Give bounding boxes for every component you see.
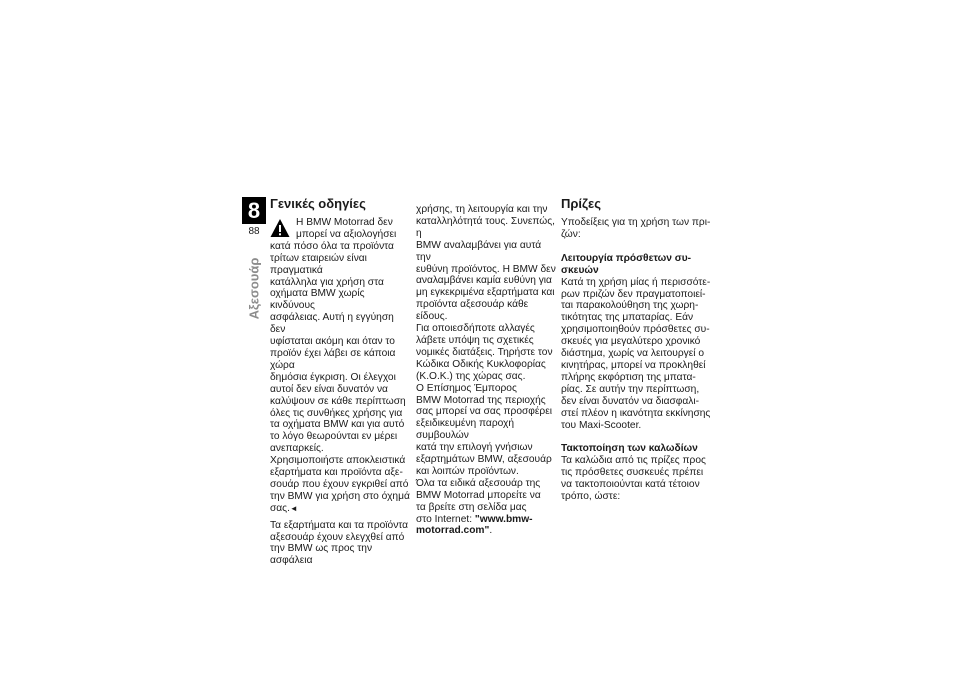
text-line: BMW Motorrad της περιοχής — [416, 394, 546, 406]
text-line — [416, 514, 556, 526]
text-line: σουάρ που έχουν εγκριθεί από — [270, 478, 409, 490]
text-line: στεί πλέον η ικανότητα εκκίνησης — [561, 407, 711, 419]
page-number: 88 — [248, 226, 260, 237]
text-line: Κατά τη χρήση μίας ή περισσότε- — [561, 276, 711, 288]
general-para-2 — [270, 520, 410, 568]
text-line: τικότητας της μπαταρίας. Εάν — [561, 312, 694, 324]
text-line: Κώδικα Οδικής Κυκλοφορίας — [416, 358, 546, 370]
text-line: (Κ.Ο.Κ.) της χώρας σας. — [416, 370, 526, 382]
text-line: νομικές διατάξεις. Τηρήστε τον — [416, 346, 553, 358]
text-line: τα βρείτε στη σελίδα μας — [416, 501, 527, 513]
text-line: αξεσουάρ έχουν ελεγχθεί από — [270, 531, 405, 543]
text-line: σας μπορεί να σας προσφέρει — [416, 406, 553, 418]
text-line: BMW Motorrad μπορείτε να — [416, 489, 541, 501]
text-line: ανεπαρκείς. — [270, 443, 324, 455]
text-line: εξειδικευμένη παροχή συμβουλών — [416, 418, 515, 442]
text-line: την BMW ως προς την ασφάλεια — [270, 543, 373, 567]
general-para-1 — [270, 241, 410, 515]
text-line: τρίτων εταιρειών είναι πραγματικά — [270, 252, 367, 276]
text-line: σκευές για μεγαλύτερο χρονικό — [561, 336, 701, 348]
sockets-title: Πρίζες — [561, 196, 601, 211]
warning-line-2: μπορεί να αξιολογήσει — [296, 228, 397, 240]
text-line: να τακτοποιούνται κατά τέτοιον — [561, 479, 700, 491]
text-line: προϊόν έχει λάβει σε κάποια χώρα — [270, 347, 396, 371]
text-line: Χρησιμοποιήστε αποκλειστικά — [270, 455, 406, 467]
text-line: ασφάλειας. Αυτή η εγγύηση δεν — [270, 312, 394, 336]
text-line: Τα εξαρτήματα και τα προϊόντα — [270, 519, 409, 531]
general-column-continued — [416, 204, 556, 537]
text-period: . — [489, 525, 493, 537]
text-line: Όλα τα ειδικά αξεσουάρ της — [416, 477, 541, 489]
text-line: αναλαμβάνει καμία ευθύνη για — [416, 275, 552, 287]
text-line: Ο Επίσημος Έμπορος — [416, 382, 517, 394]
text-line: δημόσια έγκριση. Οι έλεγχοι — [270, 371, 396, 383]
text-line: Τα καλώδια από τις πρίζες προς — [561, 455, 706, 467]
text-line: οχήματα BMW χωρίς κινδύνους — [270, 288, 365, 312]
text-line: κατάλληλα για χρήση στα — [270, 276, 384, 288]
text-line: του Maxi-Scooter. — [561, 419, 642, 431]
warning-icon — [270, 218, 290, 238]
text-line: και λοιπών προϊόντων. — [416, 465, 519, 477]
text-line: δεν είναι δυνατόν να διασφαλι- — [561, 395, 700, 407]
text-line: την BMW για χρήση στο όχημά — [270, 490, 410, 502]
text-line-end: σας. — [270, 502, 290, 514]
text-line: καλύψουν σε κάθε περίπτωση — [270, 395, 406, 407]
side-label-text: Αξεσουάρ — [246, 257, 262, 319]
text-line: χρησιμοποιηθούν πρόσθετες συ- — [561, 324, 710, 336]
text-line: λάβετε υπόψη τις σχετικές — [416, 334, 534, 346]
subheading-accessory-operation: Λειτουργία πρόσθετων συ- — [561, 252, 692, 264]
website-link[interactable]: "www.bmw- — [474, 513, 533, 525]
text-line: τα οχήματα BMW και για αυτό — [270, 419, 405, 431]
text-line: ται παρακολούθηση της χωρη- — [561, 300, 699, 312]
text-line: το λόγο θεωρούνται εν μέρει — [270, 431, 398, 443]
internet-prefix: στο Internet: — [416, 513, 473, 525]
side-label — [243, 238, 265, 338]
text-line: κατά πόσο όλα τα προϊόντα — [270, 240, 394, 252]
text-line: BMW αναλαμβάνει για αυτά την — [416, 239, 542, 263]
general-title: Γενικές οδηγίες — [270, 196, 366, 211]
text-line: χρήσης, τη λειτουργία και την — [416, 204, 548, 215]
text-line: κατά την επιλογή γνήσιων — [416, 442, 533, 454]
text-line: εξαρτημάτων BMW, αξεσουάρ — [416, 454, 552, 466]
text-line: τις πρόσθετες συσκευές πρέπει — [561, 467, 704, 479]
text-line: Υποδείξεις για τη χρήση των πρι- — [561, 217, 711, 228]
text-line: όλες τις συνθήκες χρήσης για — [270, 407, 403, 419]
chapter-number-tab: 8 — [242, 197, 266, 224]
end-marker-icon: ◄ — [289, 503, 298, 513]
text-line: αυτοί δεν είναι δυνατόν να — [270, 383, 388, 395]
text-line: ζών: — [561, 228, 581, 240]
text-line: κινητήρας, μπορεί να προκληθεί — [561, 359, 706, 371]
text-line: ευθύνη προϊόντος. Η BMW δεν — [416, 263, 556, 275]
text-line: Για οποιεσδήποτε αλλαγές — [416, 323, 535, 335]
text-line: ρων πριζών δεν πραγματοποιεί- — [561, 288, 706, 300]
text-line: μη εγκεκριμένα εξαρτήματα και — [416, 287, 555, 299]
text-line — [416, 525, 556, 537]
text-line: προϊόντα αξεσουάρ κάθε είδους. — [416, 299, 529, 323]
text-line: διάστημα, χωρίς να λειτουργεί ο — [561, 348, 705, 360]
website-link-continued[interactable]: motorrad.com" — [416, 525, 490, 537]
text-line: εξαρτήματα και προϊόντα αξε- — [270, 467, 403, 479]
general-column — [270, 196, 410, 567]
text-line: υφίσταται ακόμη και όταν το — [270, 336, 395, 348]
text-line: τρόπο, ώστε: — [561, 491, 621, 503]
text-line: ρίας. Σε αυτήν την περίπτωση, — [561, 383, 700, 395]
warning-block — [270, 217, 410, 241]
subheading-cable-routing: Τακτοποίηση των καλωδίων — [561, 443, 698, 455]
text-line: πλήρης εκφόρτιση της μπατα- — [561, 371, 696, 383]
subheading-accessory-operation-cont: σκευών — [561, 264, 599, 276]
warning-line-1: Η BMW Motorrad δεν — [296, 217, 393, 228]
sockets-column — [561, 196, 711, 503]
text-line: καταλληλότητά τους. Συνεπώς, η — [416, 215, 556, 239]
text-line — [270, 503, 410, 515]
